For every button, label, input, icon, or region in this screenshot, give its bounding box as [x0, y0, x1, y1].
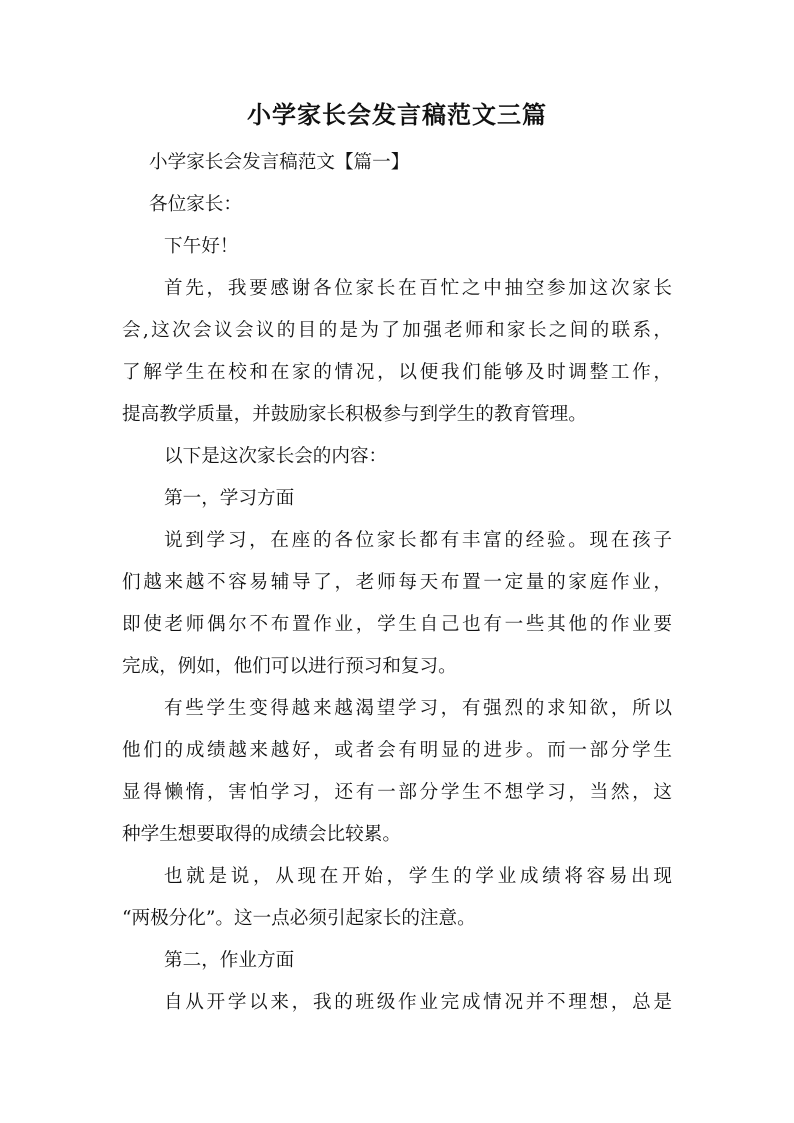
paragraph-line: 首先，我要感谢各位家长在百忙之中抽空参加这次家长	[164, 278, 672, 299]
paragraph-line: 自从开学以来，我的班级作业完成情况并不理想，总是	[164, 992, 672, 1013]
paragraph-line: 种学生想要取得的成绩会比较累。	[122, 824, 401, 845]
paragraph-line: 也就是说，从现在开始，学生的学业成绩将容易出现	[164, 866, 672, 887]
document-body	[122, 142, 672, 1024]
paragraph-line: 说到学习，在座的各位家长都有丰富的经验。现在孩子	[164, 530, 672, 551]
paragraph-line: 即使老师偶尔不布置作业，学生自己也有一些其他的作业要	[122, 614, 672, 635]
paragraph-line: 提高教学质量，并鼓励家长积极参与到学生的教育管理。	[122, 404, 587, 425]
document-title: 小学家长会发言稿范文三篇	[247, 101, 547, 129]
paragraph-line: 显得懒惰，害怕学习，还有一部分学生不想学习，当然，这	[122, 782, 672, 803]
paragraph-line: 有些学生变得越来越渴望学习，有强烈的求知欲，所以	[164, 698, 672, 719]
intro-line: 以下是这次家长会的内容：	[164, 446, 388, 467]
paragraph-line: 们越来越不容易辅导了，老师每天布置一定量的家庭作业，	[122, 572, 672, 593]
paragraph-line: 他们的成绩越来越好，或者会有明显的进步。而一部分学生	[122, 740, 672, 761]
subtitle: 小学家长会发言稿范文【篇一】	[149, 152, 410, 173]
paragraph-line: “两极分化”。这一点必须引起家长的注意。	[122, 908, 476, 929]
section-heading: 第二，作业方面	[164, 950, 295, 971]
paragraph-line: 会,这次会议会议的目的是为了加强老师和家长之间的联系，	[122, 320, 672, 341]
salutation: 下午好！	[164, 236, 239, 257]
greeting: 各位家长：	[149, 194, 242, 215]
paragraph-line: 完成，例如，他们可以进行预习和复习。	[122, 656, 457, 677]
section-heading: 第一，学习方面	[164, 488, 295, 509]
paragraph-line: 了解学生在校和在家的情况，以便我们能够及时调整工作，	[122, 362, 672, 383]
